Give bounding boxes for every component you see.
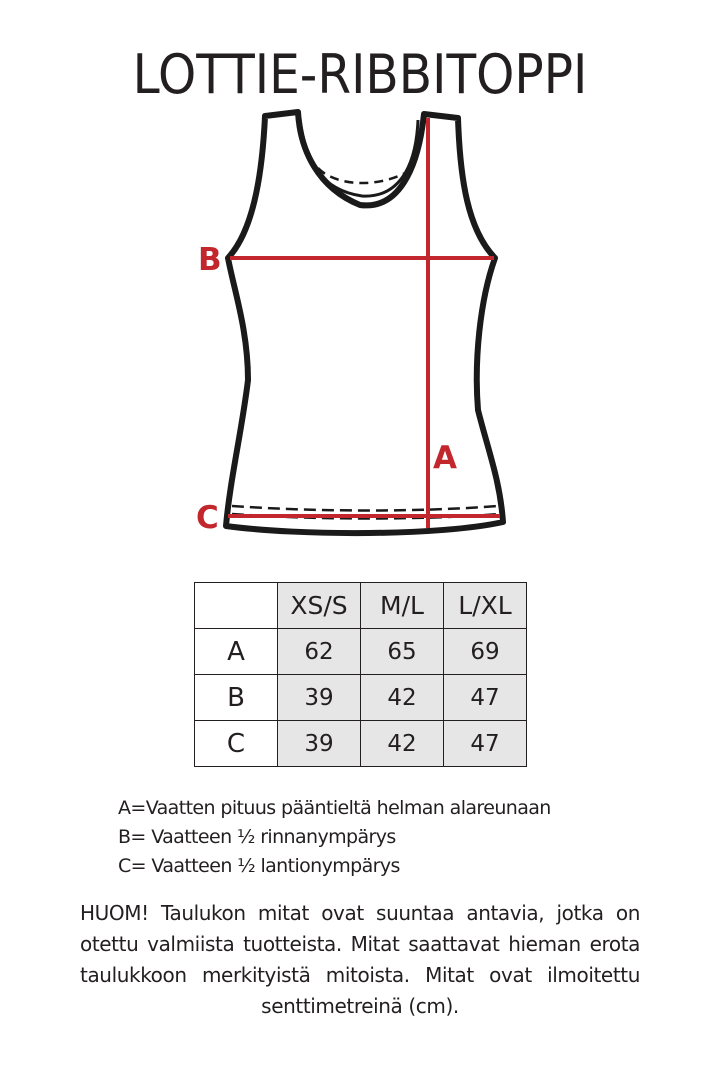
measurement-legend: [118, 794, 551, 881]
table-cell: 42: [361, 721, 444, 767]
table-cell: 42: [361, 675, 444, 721]
table-row-c: [195, 721, 527, 767]
table-header-l-xl: L/XL: [444, 583, 527, 629]
page-title: LOTTIE-RIBBITOPPI: [132, 43, 588, 106]
table-cell: 62: [278, 629, 361, 675]
table-header-xs-s: XS/S: [278, 583, 361, 629]
table-corner-cell: [195, 583, 278, 629]
table-cell: 39: [278, 675, 361, 721]
table-header-row: [195, 583, 527, 629]
legend-item-c: C= Vaatteen ½ lantionympärys: [118, 855, 400, 877]
legend-item-b: B= Vaatteen ½ rinnanympärys: [118, 826, 396, 848]
label-b: B: [198, 242, 222, 278]
disclaimer-note: HUOM! Taulukon mitat ovat suuntaa antavia, jotka on otettu valmiista tuotteista. Mitat saattavat hieman erota taulukkoon merkityistä mitoista. Mitat ovat ilmoitettu senttimetreinä (cm).: [80, 901, 640, 1018]
legend-item-a: A=Vaatten pituus pääntieltä helman alareunaan: [118, 797, 551, 819]
table-row-label: B: [195, 675, 278, 721]
tank-top-outline: [226, 112, 503, 533]
table-cell: 47: [444, 675, 527, 721]
table-cell: 65: [361, 629, 444, 675]
table-cell: 47: [444, 721, 527, 767]
table-cell: 69: [444, 629, 527, 675]
label-c: C: [196, 500, 219, 536]
table-row-label: A: [195, 629, 278, 675]
table-header-m-l: M/L: [361, 583, 444, 629]
size-table: [194, 582, 527, 767]
table-row-label: C: [195, 721, 278, 767]
table-cell: 39: [278, 721, 361, 767]
label-a: A: [433, 440, 457, 476]
table-row-a: [195, 629, 527, 675]
table-row-b: [195, 675, 527, 721]
